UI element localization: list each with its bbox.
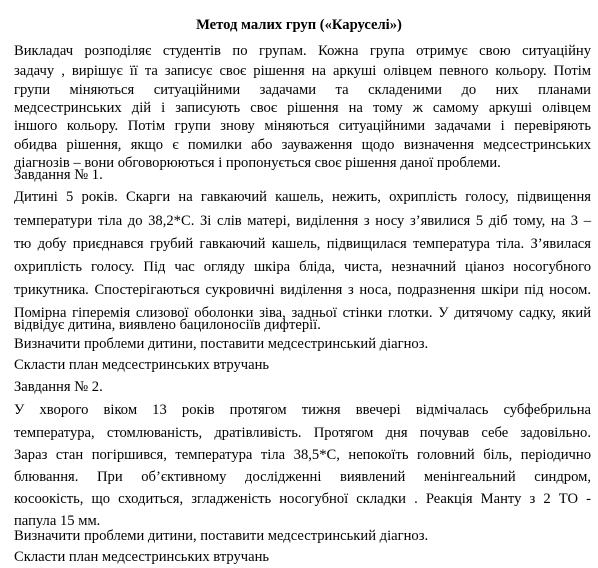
task1-line: температури тіла до 38,2*С. Зі слів матері, виділення з носу з’явилися 5 діб тому, на 3 –: [14, 213, 591, 229]
task1-line: охриплість голосу. Під час огляду шкіра бліда, чиста, незначний ціаноз носогубного: [14, 259, 591, 275]
intro-line: обидва рішення, якщо є помилки або зауваження щодо визначення медсестринських: [14, 137, 591, 153]
task2-line: косоокість, що сходиться, згладженість носогубної складки . Реакція Манту з 2 ТО -: [14, 491, 591, 507]
document-title: Метод малих груп («Каруселі»): [196, 17, 402, 33]
task2-line: температура, стомлюваність, дратівливість. Протягом дня почував себе задовільно.: [14, 425, 591, 441]
task2-plan: Скласти план медсестринських втручань: [14, 549, 270, 565]
task1-plan: Скласти план медсестринських втручань: [14, 357, 270, 373]
intro-line: задачу , вирішує її та записує своє рішення на аркуші олівцем певного кольору. Потім: [14, 63, 591, 79]
task2-line: папула 15 мм.: [14, 513, 101, 529]
intro-line: Викладач розподіляє студентів по групам. Кожна група отримує свою ситуаційну: [14, 43, 591, 59]
task2-heading: Завдання № 2.: [14, 379, 103, 395]
task2-line: У хворого віком 13 років протягом тижня ввечері відмічалась субфебрильна: [14, 402, 591, 418]
task1-line: Помірна гіперемія слизової оболонки зіва, задньої стінки глотки. У дитячому садку, який: [14, 305, 591, 321]
intro-line: діагнозів – вони обговорюються і пропонується своє рішення даної проблеми.: [14, 155, 501, 171]
task1-line: тю добу приєднався грубий гавкаючий кашель, підвищилася температура тіла. З’явилася: [14, 236, 591, 252]
task1-line: трикутника. Спостерігаються сукровичні виділення з носа, подразнення шкіри під носом.: [14, 282, 591, 298]
task1-heading: Завдання № 1.: [14, 167, 103, 183]
task1-line: Дитині 5 років. Скарги на гавкаючий кашель, нежить, охриплість голосу, підвищення: [14, 189, 591, 205]
task2-instruction: Визначити проблеми дитини, поставити медсестринський діагноз.: [14, 528, 429, 544]
intro-line: іншого кольору. Потім групи знову міняються ситуаційними задачами і перевіряють: [14, 118, 591, 134]
task2-line: блювання. При об’єктивному дослідженні виявлений менінгеальний синдром,: [14, 469, 591, 485]
task1-line: відвідує дитина, виявлено бацилоносіїв дифтерії.: [14, 317, 321, 333]
intro-line: групи міняються ситуаційними задачами та складеними до них планами: [14, 82, 591, 98]
task2-line: Зараз стан погіршився, температура тіла 38,5*С, непокоїть головний біль, періодично: [14, 447, 591, 463]
intro-line: медсестринських дій і записують своє рішення на тому ж самому аркуші олівцем: [14, 100, 591, 116]
task1-instruction: Визначити проблеми дитини, поставити медсестринський діагноз.: [14, 336, 429, 352]
